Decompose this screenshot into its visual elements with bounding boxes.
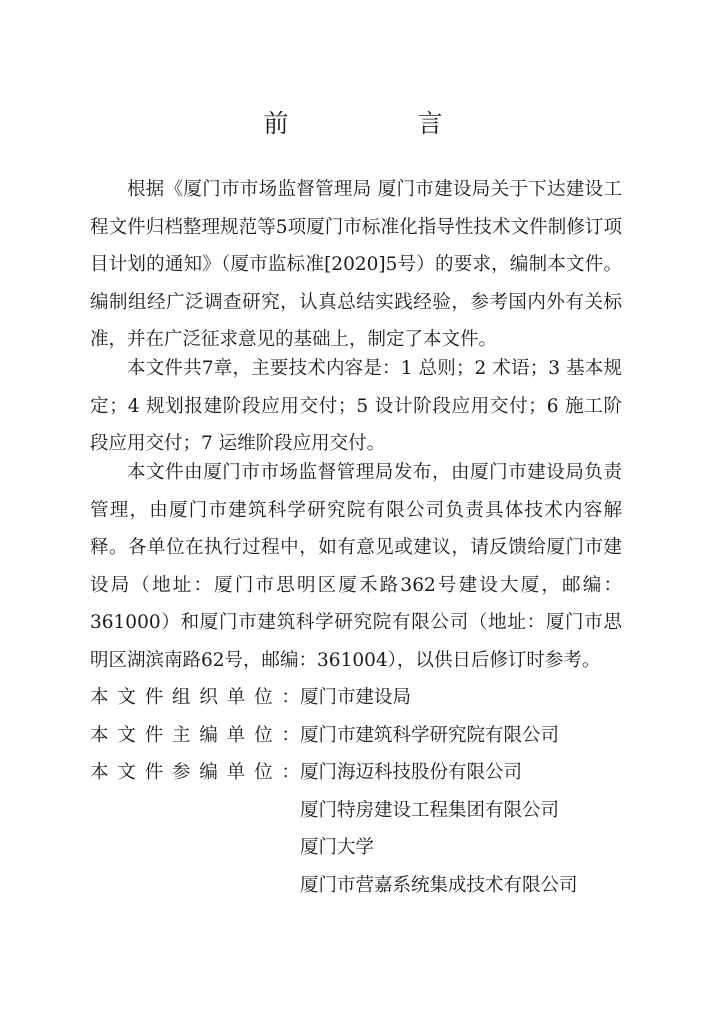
participating-unit-row <box>90 792 650 830</box>
participating-unit-row <box>90 754 650 792</box>
participating-unit-name: 厦门海迈科技股份有限公司 <box>300 762 523 784</box>
role-label <box>90 754 300 792</box>
paragraph-contents <box>90 350 622 463</box>
role-label-char: 件 <box>144 687 164 708</box>
participating-unit-row <box>90 867 650 905</box>
role-label <box>90 717 300 755</box>
role-label-char: 文 <box>117 687 136 708</box>
role-label-char: 单 <box>226 724 246 746</box>
participating-unit-row <box>90 829 650 867</box>
role-label-char: 位 <box>254 687 273 708</box>
role-label-char: ： <box>281 762 300 784</box>
paragraph-text: 本文件由厦门市市场监督管理局发布，由厦门市建设局负责管理，由厦门市建筑科学研究院有限公司负责具体技术内容解释。各单位在执行过程中，如有意见或建议，请反馈给厦门市建设局（地址：厦门市思明区厦禾路362号建设大厦，邮编：361000）和厦门市建筑科学研究院有限公司（地址：厦门市思明区湖滨南路62号，邮编：361004），以供日后修订时参考。 <box>90 462 622 671</box>
role-label-char: 位 <box>254 724 273 746</box>
participating-unit-name: 厦门特房建设工程集团有限公司 <box>300 799 560 821</box>
role-label-char: 单 <box>226 687 246 708</box>
chief-editor-unit-name: 厦门市建筑科学研究院有限公司 <box>300 724 560 746</box>
chief-editor-unit-row <box>90 717 650 755</box>
role-label-char: 单 <box>226 762 246 784</box>
role-label-char: 编 <box>199 762 218 784</box>
role-label-char: 本 <box>90 762 109 784</box>
organizing-unit-row <box>90 679 650 717</box>
paragraph-basis <box>90 171 622 359</box>
organizing-unit-name: 厦门市建设局 <box>300 687 412 708</box>
role-label-char: 编 <box>199 724 218 746</box>
participating-unit-name: 厦门大学 <box>300 837 375 859</box>
role-label-char: 文 <box>117 724 136 746</box>
role-label-char: 件 <box>144 762 164 784</box>
role-label-char: 文 <box>117 762 136 784</box>
paragraph-text: 本文件共7章，主要技术内容是：1 总则；2 术语；3 基本规定；4 规划报建阶段应用交付；5 设计阶段应用交付；6 施工阶段应用交付；7 运维阶段应用交付。 <box>90 358 622 455</box>
role-label-char: 本 <box>90 687 109 708</box>
responsible-units <box>90 679 650 905</box>
paragraph-management <box>90 454 622 680</box>
paragraph-text: 根据《厦门市市场监督管理局 厦门市建设局关于下达建设工程文件归档整理规范等5项厦门市标准化指导性技术文件制修订项目计划的通知》（厦市监标准[2020]5号）的要求，编制本文件。编制组经广泛调查研究，认真总结实践经验，参考国内外有关标准，并在广泛征求意见的基础上，制定了本文件。 <box>90 179 622 351</box>
role-label-char: ： <box>281 687 300 708</box>
role-label-char: ： <box>281 724 300 746</box>
role-label-char: 件 <box>144 724 164 746</box>
role-label-char: 本 <box>90 724 109 746</box>
role-label-char: 位 <box>254 762 273 784</box>
page-title: 前 言 <box>263 109 495 138</box>
role-label-char: 主 <box>172 724 191 746</box>
role-label-char: 参 <box>172 762 191 784</box>
participating-unit-name: 厦门市营嘉系统集成技术有限公司 <box>300 874 578 896</box>
role-label-char: 组 <box>172 687 191 708</box>
role-label <box>90 679 300 717</box>
role-label-char: 织 <box>199 687 218 708</box>
